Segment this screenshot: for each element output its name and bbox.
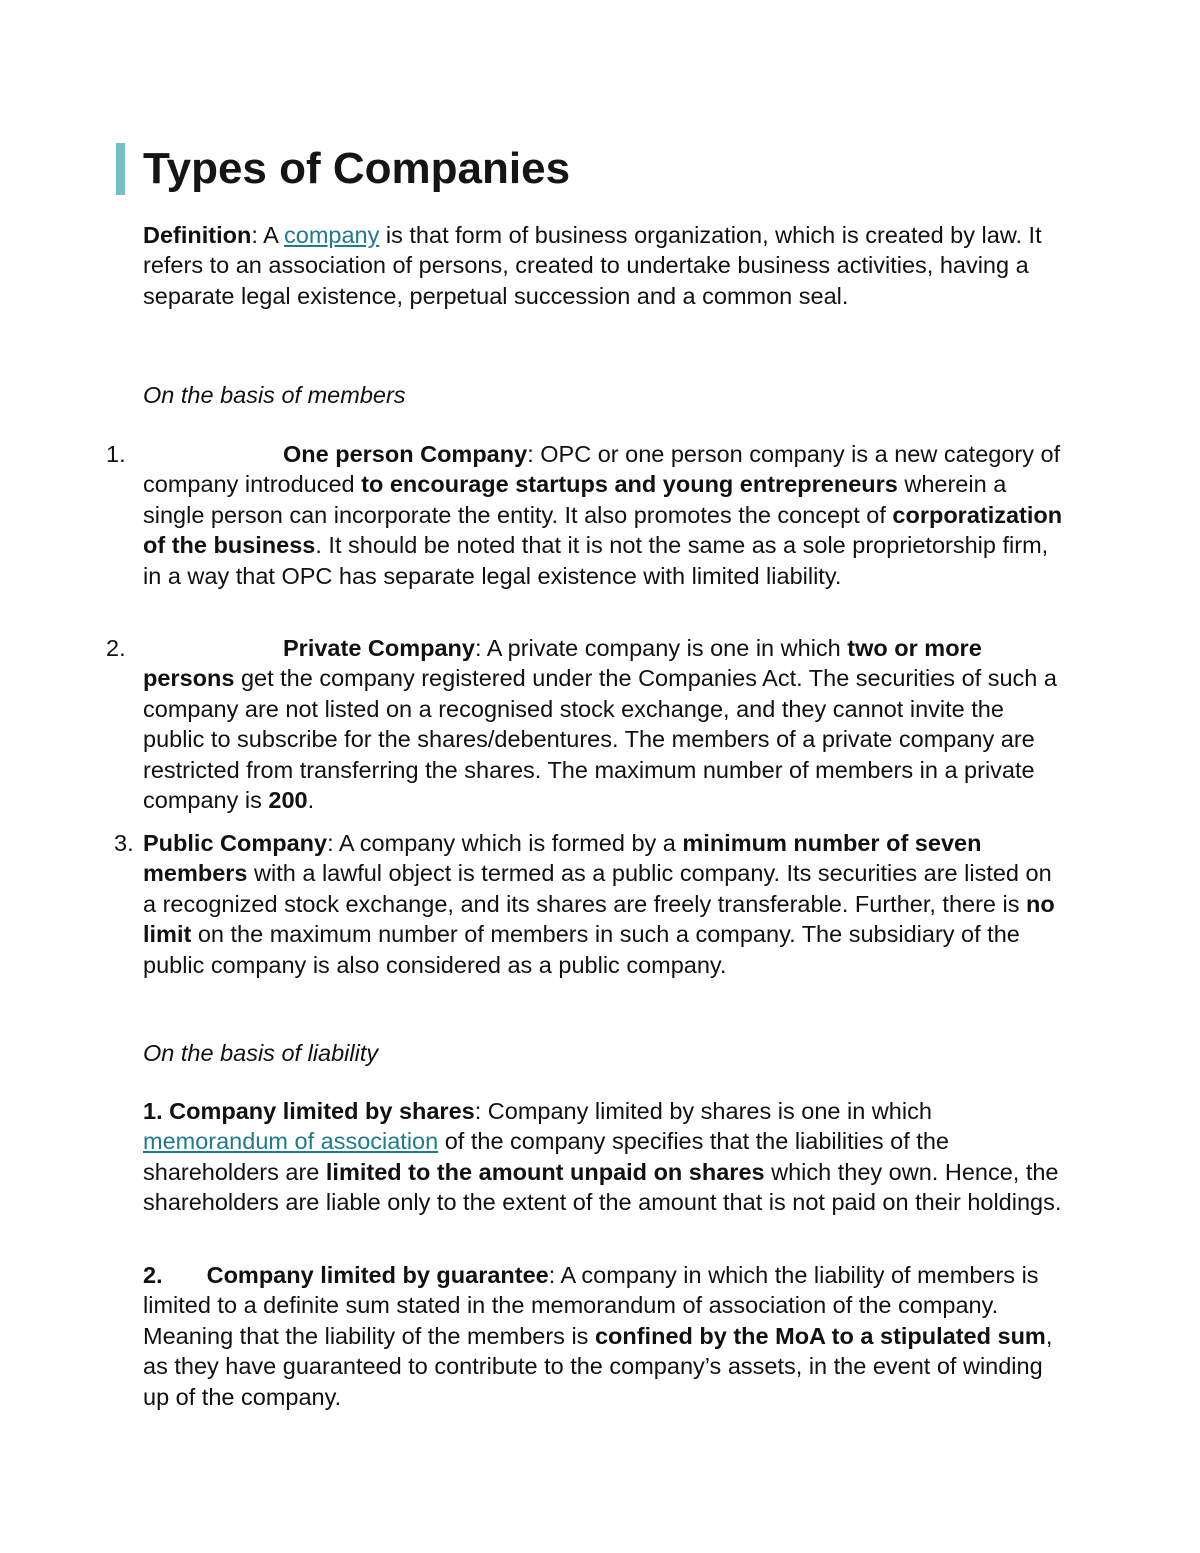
item2-text-1: : A private company is one in which: [474, 635, 848, 661]
list-item-limited-by-shares: [143, 1096, 1068, 1218]
title-accent-bar: [116, 143, 125, 195]
company-link[interactable]: company: [284, 222, 380, 248]
definition-label: Definition: [143, 222, 252, 248]
item1-text-3: . It should be noted that it is not the same as a sole proprietorship firm, in a way that OPC has separate legal existence with limited liability.: [143, 532, 1049, 589]
item1-text-1: : OPC or one person company is a new category of company introduced: [143, 441, 1061, 498]
section-heading-members: On the basis of members: [143, 382, 406, 408]
memorandum-link[interactable]: memorandum of association: [143, 1128, 439, 1155]
list-item-limited-by-guarantee: [143, 1260, 1068, 1412]
limited-by-guarantee-label: Company limited by guarantee: [206, 1262, 549, 1288]
liability2-text-2: , as they have guaranteed to contribute to the company’s assets, in the event of winding up of the company.: [143, 1322, 1053, 1410]
liability1-bold-1: limited to the amount unpaid on shares: [325, 1158, 765, 1185]
definition-paragraph: [143, 220, 1068, 311]
page-title: Types of Companies: [143, 144, 571, 193]
section-heading-liability: On the basis of liability: [143, 1040, 379, 1066]
item1-bold-2: corporatization of the business: [143, 501, 1063, 559]
liability2-text-1: : A company in which the liability of members is limited to a definite sum stated in the memorandum of association of the company. Meaning that the liability of the members is: [143, 1262, 1039, 1349]
public-company-label: Public Company: [143, 830, 328, 856]
item3-text-1: : A company which is formed by a: [327, 830, 683, 856]
list-number-2: 2.: [106, 635, 126, 661]
definition-text-2: is that form of business organization, which is created by law. It refers to an association of persons, created to undertake business activities, having a separate legal existence, perpetual succession and a common seal.: [143, 222, 1042, 309]
liability2-bold-1: confined by the MoA to a stipulated sum: [594, 1322, 1046, 1349]
item3-bold-1: minimum number of seven members: [143, 830, 982, 887]
item2-text-2: get the company registered under the Companies Act. The securities of such a company are not listed on a recognised stock exchange, and they cannot invite the public to subscribe for the shares/debentures. The members of a private company are restricted from transferring the shares. The maximum number of members in a private company is: [143, 665, 1057, 814]
liability2-number: 2.: [143, 1262, 163, 1288]
item3-bold-2: no limit: [143, 890, 1055, 948]
item1-bold-1: to encourage startups and young entrepreneurs: [361, 471, 898, 498]
item3-text-3: on the maximum number of members in such a company. The subsidiary of the public company is also considered as a public company.: [143, 921, 1020, 978]
limited-by-shares-label: 1. Company limited by shares: [143, 1098, 475, 1124]
list-number-3: 3.: [114, 830, 134, 856]
item1-text-2: wherein a single person can incorporate the entity. It also promotes the concept of: [143, 471, 1007, 528]
item3-text-2: with a lawful object is termed as a public company. Its securities are listed on a recognized stock exchange, and its shares are freely transferable. Further, there is: [143, 860, 1052, 917]
list-item-one-person-company: [143, 439, 1068, 591]
private-company-label: Private Company: [283, 635, 475, 661]
item2-text-3: .: [307, 787, 315, 814]
item2-bold-1: two or more persons: [143, 635, 982, 692]
item2-bold-2: 200: [268, 787, 308, 814]
list-item-private-company: [143, 633, 1068, 815]
liability1-text-2: of the company specifies that the liabilities of the shareholders are: [143, 1128, 949, 1185]
list-item-public-company: [143, 828, 1068, 980]
liability1-text-3: which they own. Hence, the shareholders are liable only to the extent of the amount that is not paid on their holdings.: [143, 1158, 1062, 1216]
liability1-text-1: : Company limited by shares is one in which: [474, 1098, 932, 1124]
one-person-company-label: One person Company: [283, 441, 528, 467]
definition-text-1: : A: [251, 222, 285, 248]
list-number-1: 1.: [106, 441, 126, 467]
